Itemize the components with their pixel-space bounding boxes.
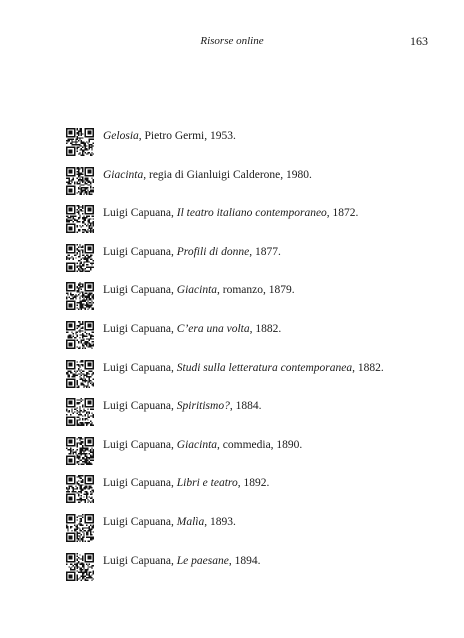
entry-citation <box>103 168 312 182</box>
entry-citation <box>103 245 281 259</box>
resource-entry <box>66 128 436 167</box>
entry-suffix: , 1884. <box>229 400 262 413</box>
entry-suffix: , commedia, 1890. <box>217 438 303 451</box>
qr-code-icon[interactable] <box>66 205 94 233</box>
resource-entry <box>66 553 436 592</box>
entry-prefix: Luigi Capuana, <box>103 515 177 528</box>
entry-suffix: , 1877. <box>249 245 281 258</box>
entry-suffix: , regia di Gianluigi Calderone, 1980. <box>143 168 312 181</box>
qr-code-icon[interactable] <box>66 244 94 272</box>
entry-title: Giacinta <box>176 284 218 297</box>
entry-suffix: , Pietro Germi, 1953. <box>138 130 236 142</box>
entry-citation <box>103 438 302 452</box>
resource-entry <box>66 321 436 360</box>
resource-entry <box>66 205 436 244</box>
qr-code-icon[interactable] <box>66 167 94 195</box>
qr-code-icon[interactable] <box>66 128 94 156</box>
resource-entry <box>66 282 436 321</box>
entry-prefix: Luigi Capuana, <box>103 245 177 258</box>
qr-code-icon[interactable] <box>66 553 94 581</box>
entry-prefix: Luigi Capuana, <box>103 284 177 297</box>
resource-entry <box>66 167 436 206</box>
entry-title: Profili di donne <box>176 245 250 258</box>
resource-entry <box>66 475 436 514</box>
entry-suffix: , 1892. <box>237 477 270 490</box>
entry-prefix: Luigi Capuana, <box>103 207 177 220</box>
resource-entry <box>66 398 436 437</box>
page-number: 163 <box>410 34 428 48</box>
entry-suffix: , 1882. <box>352 361 384 374</box>
qr-code-icon[interactable] <box>66 514 94 542</box>
running-head <box>0 33 464 49</box>
entry-title: C’era una volta <box>176 322 250 335</box>
entry-title: Giacinta <box>176 438 218 451</box>
entry-title: Malìa <box>176 515 205 528</box>
qr-code-icon[interactable] <box>66 475 94 503</box>
entry-prefix: Luigi Capuana, <box>103 361 177 374</box>
entry-prefix: Luigi Capuana, <box>103 322 177 335</box>
entry-citation <box>103 361 384 375</box>
entry-title: Studi sulla letteratura contemporanea <box>176 361 353 374</box>
entry-citation <box>103 476 269 490</box>
entry-prefix: Luigi Capuana, <box>103 477 177 490</box>
entry-title: Giacinta <box>103 168 144 181</box>
entry-suffix: , 1872. <box>326 207 359 220</box>
resource-entry <box>66 360 436 399</box>
entry-prefix: Luigi Capuana, <box>103 400 177 413</box>
entry-prefix: Luigi Capuana, <box>103 438 177 451</box>
entry-title: Il teatro italiano contemporaneo <box>176 207 327 220</box>
entry-citation <box>103 322 281 336</box>
entry-citation <box>103 129 236 143</box>
qr-code-icon[interactable] <box>66 360 94 388</box>
qr-code-icon[interactable] <box>66 398 94 426</box>
entry-citation <box>103 554 260 568</box>
resource-entry <box>66 244 436 283</box>
entry-suffix: , romanzo, 1879. <box>217 284 295 297</box>
entry-suffix: , 1894. <box>228 554 261 567</box>
entry-title: Libri e teatro <box>176 477 238 490</box>
resource-entry <box>66 437 436 476</box>
resource-list <box>66 128 436 591</box>
resource-entry <box>66 514 436 553</box>
entry-title: Le paesane <box>176 554 229 567</box>
qr-code-icon[interactable] <box>66 437 94 465</box>
qr-code-icon[interactable] <box>66 321 94 349</box>
qr-code-icon[interactable] <box>66 282 94 310</box>
entry-citation <box>103 283 295 297</box>
entry-suffix: , 1882. <box>249 322 282 335</box>
entry-citation <box>103 515 236 529</box>
entry-title: Spiritismo? <box>176 400 230 413</box>
entry-title: Gelosia <box>103 130 139 142</box>
entry-prefix: Luigi Capuana, <box>103 554 177 567</box>
entry-suffix: , 1893. <box>204 515 236 528</box>
running-title: Risorse online <box>200 35 264 47</box>
entry-citation <box>103 399 261 413</box>
entry-citation <box>103 206 358 220</box>
